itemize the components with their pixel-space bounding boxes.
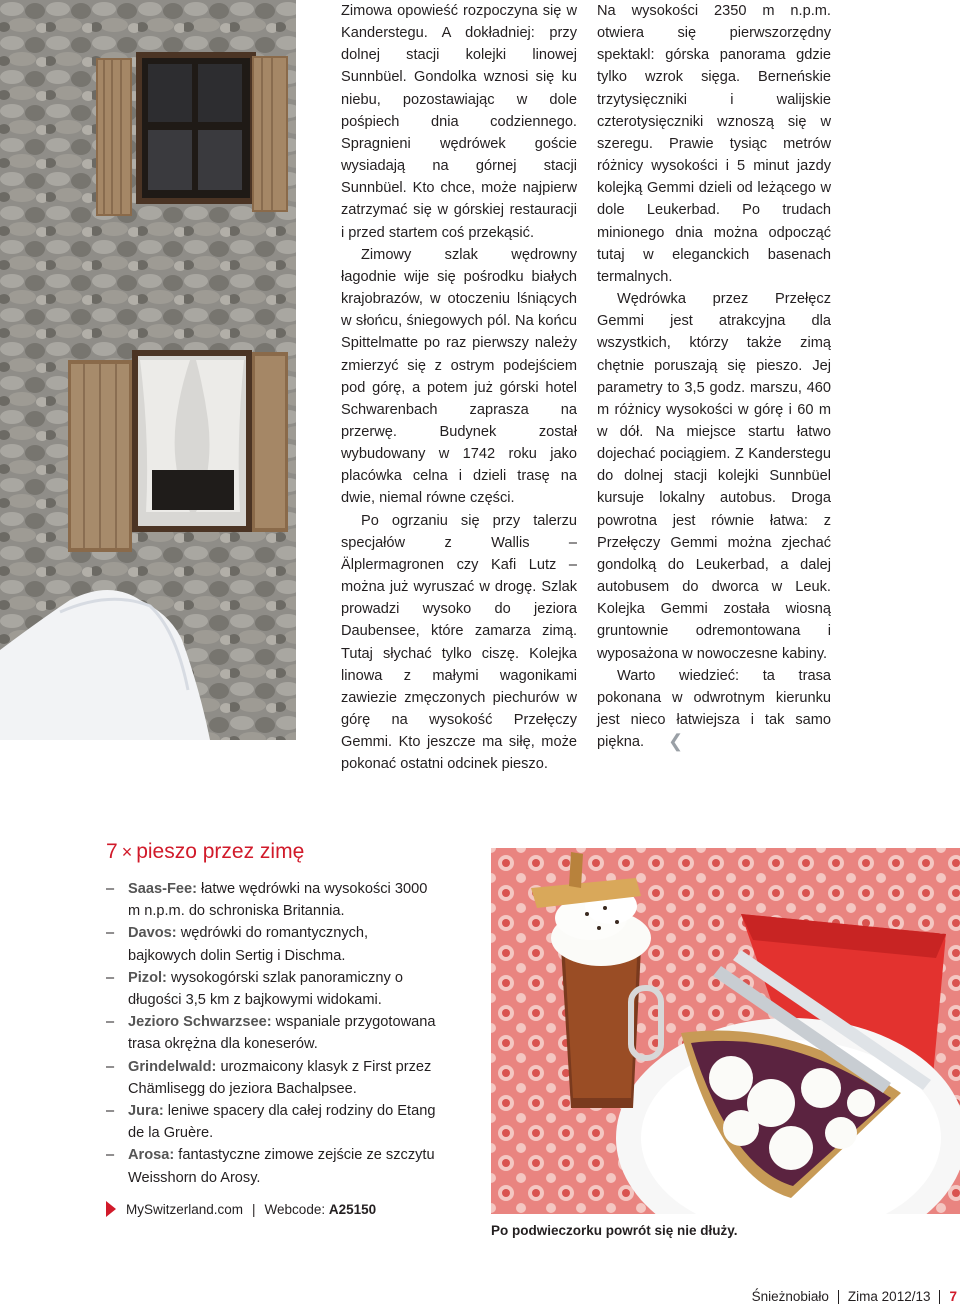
list-item-text: leniwe spacery dla całej rodziny do Etang de la Gruère. [128, 1103, 436, 1142]
list-item-text: wysokogórski szlak panoramiczny o długości 3,5 km z bajkowymi widokami. [128, 969, 403, 1009]
list-item-text: wspaniale przygotowana trasa okrężna dla koneserów. [128, 1014, 436, 1053]
infobox-title [106, 840, 304, 864]
list-item-text: urozmaicony klasyk z First przez Chämlisegg do jeziora Bachalpsee. [128, 1058, 432, 1097]
article-column-1 [341, 0, 577, 775]
end-of-article-icon: ❮ [668, 731, 684, 752]
list-dash: – [106, 1147, 115, 1164]
list-dash: – [106, 881, 115, 897]
list-item [106, 922, 436, 966]
paragraph: Zimowy szlak wędrowny łagodnie wije się pośrodku białych krajobrazów, w otoczeniu lśniących w słońcu, śniegowych pól. Na końcu Spittelmatte po raz pierwszy należy zmierzyć się z ostrym podejściem pod górę, a potem już górski hotel Schwarenbach zaprasza na przerwę. Budynek został wybudowany w 1742 roku jako placówka celna i dzieli trasę na dwie, niemal równe części. [341, 246, 577, 507]
list-item-text: łatwe wędrówki na wysokości 3000 m n.p.m. do schroniska Britannia. [128, 881, 428, 920]
list-item [106, 1056, 436, 1100]
list-item-name: Arosa: [128, 1147, 175, 1164]
paragraph-text: Warto wiedzieć: ta trasa pokonana w odwrotnym kierunku jest nieco łatwiejsza i tak samo piękna. [597, 667, 831, 751]
list-dash: – [106, 969, 115, 986]
list-item [106, 878, 436, 922]
website-link[interactable] [106, 1201, 376, 1217]
list-dash: – [106, 1103, 115, 1120]
infobox-title-number: 7 [106, 840, 118, 863]
list-item [106, 1011, 436, 1055]
list-item-text: fantastyczne zimowe zejście ze szczytu Weisshorn do Arosy. [128, 1147, 435, 1186]
infobox-list [106, 878, 436, 1189]
list-item [106, 1144, 436, 1188]
list-item [106, 1100, 436, 1144]
list-dash: – [106, 925, 115, 942]
separator [838, 1290, 839, 1304]
list-item-name: Grindelwald: [128, 1058, 217, 1075]
infobox-title-multiplier: × [121, 842, 133, 862]
dessert-photo [491, 848, 960, 1214]
webcode-label: Webcode: [264, 1201, 326, 1217]
list-item [106, 967, 436, 1011]
list-item-name: Saas-Fee: [128, 881, 197, 897]
infobox-title-text: pieszo przez zimę [136, 840, 305, 863]
list-item-name: Pizol: [128, 969, 167, 986]
page-number: 7 [949, 1289, 957, 1304]
magazine-name: Śnieżnobiało [751, 1289, 829, 1304]
paragraph: Na wysokości 2350 m n.p.m. otwiera się pierwszorzędny spektakl: górska panorama gdzie tylko wzrok sięga. Berneńskie trzytysięczniki i walijskie czterotysięczniki wznoszą się w szeregu. Prawie tysiąc metrów różnicy wysokości i 5 minut jazdy kolejką Gemmi dzieli od leżącego w dole Leukerbad. Po trudach minionego dnia można odpocząć tutaj w eleganckich basenach termalnych. [597, 3, 831, 285]
list-dash: – [106, 1058, 115, 1075]
stone-house-photo [0, 0, 296, 740]
list-dash: – [106, 1014, 115, 1031]
arrow-right-icon [106, 1201, 116, 1217]
webcode-value: A25150 [328, 1201, 377, 1217]
separator [939, 1290, 940, 1304]
photo-caption: Po podwieczorku powrót się nie dłuży. [491, 1223, 738, 1238]
article-column-2 [597, 0, 831, 753]
list-item-name: Davos: [128, 925, 177, 942]
paragraph: Wędrówka przez Przełęcz Gemmi jest atrakcyjna dla wszystkich, którzy także zimą chętnie poruszają się pieszo. Jej parametry to 3,5 godz. marszu, 460 m różnicy wysokości w górę i 60 m w dół. Na miejsce startu łatwo dojechać pociągiem. Z Kanderstegu do dolnej stacji kolejki Sunnbüel kursuje lokalny autobus. Droga powrotna jest równie łatwa: z Przełęczy Gemmi można zjechać gondolką do Leukerbad, a dalej autobusem do dworca w Leuk. Kolejka Gemmi została wiosną gruntownie odremontowana i wyposażona w nowoczesne kabiny. [597, 291, 831, 662]
separator: | [252, 1201, 256, 1217]
website-name[interactable]: MySwitzerland.com [126, 1201, 244, 1217]
list-item-name: Jura: [128, 1103, 164, 1120]
paragraph: Po ogrzaniu się przy talerzu specjałów z Wallis – Älplermagronen czy Kafi Lutz – można już wyruszać w drogę. Szlak prowadzi wysoko do jeziora Daubensee, które zamarza zimą. Tutaj słychać tylko ciszę. Kolejka linowa z małymi wagonikami zawiezie zmęczonych piechurów w górę na wysokość Przełęczy Gemmi. Kto jeszcze ma siłę, może pokonać ostatni odcinek pieszo. [341, 512, 577, 773]
list-item-name: Jezioro Schwarzsee: [128, 1014, 272, 1031]
issue-label: Zima 2012/13 [847, 1289, 931, 1304]
list-item-text: wędrówki do romantycznych, bajkowych dolin Sertig i Dischma. [128, 925, 369, 964]
page-footer [752, 1289, 957, 1304]
paragraph: Zimowa opowieść rozpoczyna się w Kanderstegu. A dokładniej: przy dolnej stacji kolejki linowej Sunnbüel. Gondolka wznosi się ku niebu, pozostawiając w dole pośpiech dnia codziennego. Spragnieni wędrówek goście wysiadają na górnej stacji Sunnbüel. Kto chce, może najpierw zatrzymać się w górskiej restauracji i przed startem coś przekąsić. [341, 3, 577, 241]
paragraph-final [597, 665, 831, 754]
